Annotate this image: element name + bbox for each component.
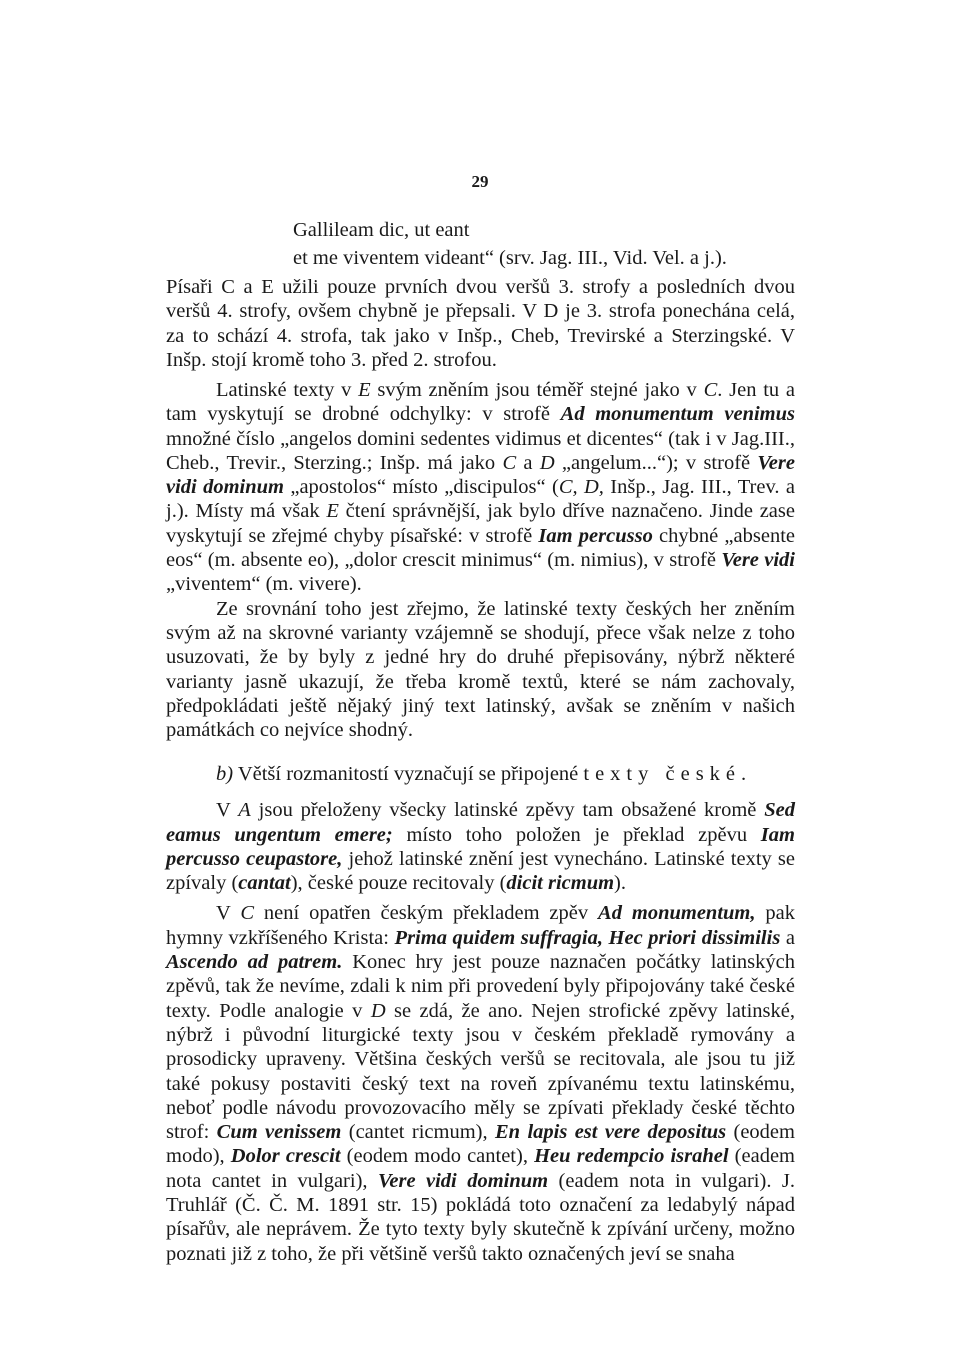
text: čtení správnější, jak bylo dříve naznačeno. Jinde zase vyskytují se zřejmé chyby písařské: v strofě [166, 500, 795, 547]
text: Inšp., Jag. III., Trev. a j.). Místy má však [166, 476, 795, 523]
manuscript-siglum: A [238, 799, 251, 822]
spaced-emphasis: texty české. [583, 763, 753, 785]
text: jsou přeloženy všecky latinské zpěvy tam obsažené kromě [250, 799, 765, 822]
text: Větší rozmanitostí vyznačují se připojené [233, 763, 584, 785]
page-number: 29 [471, 172, 489, 191]
text: . Jen tu a tam vyskytují se drobné odchylky: v strofě [166, 379, 795, 426]
verse-line-2: et me viventem videant“ (srv. Jag. III., Vid. Vel. a j.). [293, 247, 727, 269]
section-b-block [166, 762, 795, 1266]
paragraph-1-text: Písaři C a E užili pouze prvních dvou veršů 3. strofy a posledních dvou veršů 4. strofy, ovšem chybně je přepsali. V D je 3. strofa ponechána celá, za to schází 4. strofa, tak jako v Inšp., Cheb, Trevirské a Sterzingské. V Inšp. stojí kromě toho 3. před 2. strofou. [166, 276, 795, 371]
text: chybné „absente eos“ (m. absente eo), „dolor crescit minimus“ (m. nimius), v strofě [166, 524, 795, 572]
text: V [216, 799, 239, 822]
latin-term: dicit ricmum [506, 872, 615, 895]
text: (eodem modo), [166, 1121, 795, 1168]
manuscript-siglum: C, D, [558, 476, 604, 499]
latin-incipit: Iam percusso ceupastore, [166, 823, 795, 870]
manuscript-siglum: C [703, 379, 718, 401]
verse-quote [293, 216, 727, 272]
text: pak hymny vzkříšeného Krista: [166, 902, 795, 949]
manuscript-siglum: D [539, 451, 555, 474]
paragraph-1 [166, 275, 795, 372]
latin-incipit: En lapis est vere depositus [495, 1121, 727, 1144]
paragraph-5 [166, 901, 795, 1265]
latin-incipit: Ascendo ad patrem. [166, 951, 343, 974]
text: „apostolos“ místo „discipulos“ ( [284, 476, 559, 499]
body-block [166, 378, 795, 742]
text: není opatřen českým překladem zpěv [254, 902, 599, 925]
latin-incipit: Vere vidi dominum [377, 1169, 549, 1192]
latin-incipit: Sed eamus ungentum emere; [166, 799, 795, 846]
manuscript-siglum: E [358, 379, 371, 401]
manuscript-siglum: E [326, 500, 339, 523]
section-label: b) [216, 763, 234, 785]
latin-incipit: Prima quidem suffragia, Hec priori dissimilis [394, 926, 781, 949]
latin-incipit: Iam percusso [538, 524, 653, 547]
latin-incipit: Heu redempcio israhel [534, 1145, 729, 1168]
latin-incipit: Dolor crescit [230, 1145, 341, 1168]
paragraph-3: Ze srovnání toho jest zřejmo, že latinské texty českých her zněním svým až na skrovné varianty vzájemně se shodují, přece však nelze z toho usuzovati, že by byly z jedné hry do druhé přepisovány, nýbrž některé varianty jasně ukazují, že třeba kromě textů, které se nám zachovaly, předpokládati ještě nějaký jiný text latinský, avšak se zněním v našich památkách co nejvíce shodný. [166, 597, 795, 742]
text: místo toho položen je překlad zpěvu [392, 823, 761, 846]
latin-incipit: Vere vidi [721, 549, 796, 572]
text: „viventem“ (m. vivere). [166, 573, 362, 596]
text: „angelum...“); v strofě [554, 451, 758, 474]
text: a [780, 926, 795, 949]
latin-incipit: Ad monumentum, [598, 902, 756, 925]
text: jehož latinské znění jest vynecháno. Latinské texty se zpívaly ( [166, 847, 795, 895]
text: a [516, 451, 540, 474]
manuscript-siglum: C [240, 902, 255, 925]
text: Konec hry jest pouze naznačen počátky latinských zpěvů, tak že nevíme, zdali k nim při provedení byly připojovány také české texty. Podle analogie v [166, 951, 796, 1022]
text: Latinské texty v [216, 379, 359, 401]
text: V [216, 902, 241, 925]
text: svým zněním jsou téměř stejné jako v [370, 379, 704, 401]
paragraph-4 [166, 798, 795, 895]
text: (eodem modo cantet), [340, 1145, 535, 1168]
text: ). [614, 872, 626, 895]
text: množné číslo „angelos domini sedentes vidimus et dicentes“ (tak i v Jag.III., Cheb., Trevir., Sterzing.; Inšp. má jako [166, 427, 795, 474]
text: ), české pouze recitovaly ( [290, 872, 507, 895]
text: (cantet ricmum), [341, 1121, 495, 1144]
section-b-heading [166, 762, 795, 786]
text: (eadem nota in vulgari). J. Truhlář (Č. Č. M. 1891 str. 15) pokládá toto označení za ledabylý nápad písařův, ale neprávem. Že tyto texty byly skutečně k zpívání určeny, možno poznati již z toho, že při většině veršů takto označených jeví se snaha [166, 1169, 795, 1265]
latin-incipit: Vere vidi dominum [166, 451, 795, 499]
latin-incipit: Ad monumentum venimus [560, 403, 795, 426]
manuscript-siglum: C [502, 451, 517, 474]
manuscript-siglum: D [370, 999, 386, 1022]
paragraph-2 [166, 378, 795, 597]
latin-incipit: Cum venissem [216, 1121, 342, 1144]
text: (eadem nota cantet in vulgari), [166, 1145, 796, 1192]
text: se zdá, že ano. Nejen strofické zpěvy latinské, nýbrž i původní liturgické texty jsou v českém překladě rymovány a prosodicky upraveny. Většina českých veršů se recitovala, ale jsou tu již také pokusy postaviti český text na roveň zpívanému textu latinskému, neboť podle návodu provozovacího měly se zpívati překlady české těchto strof: [166, 999, 796, 1144]
verse-line-1: Gallileam dic, ut eant [293, 219, 470, 241]
latin-term: cantat [238, 872, 291, 895]
